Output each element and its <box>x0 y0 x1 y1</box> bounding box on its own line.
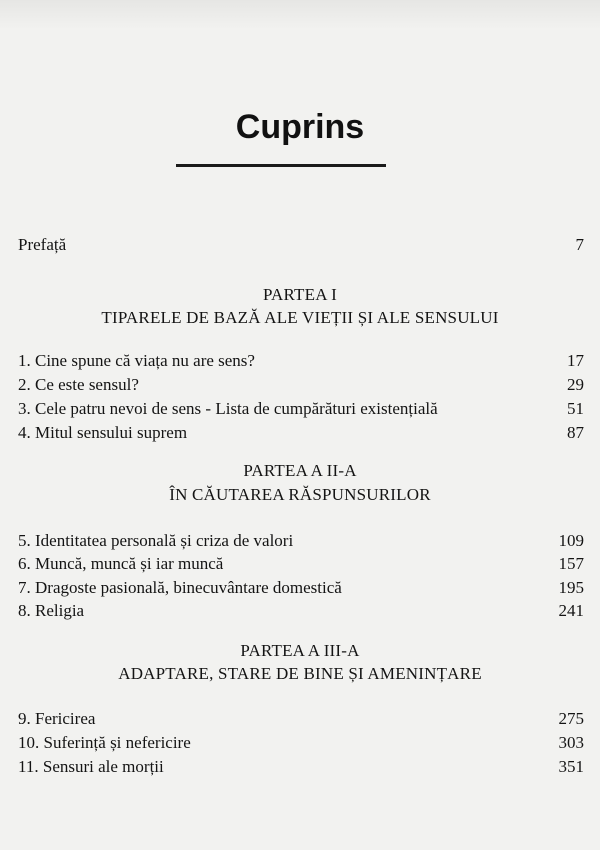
toc-entry-label: Prefață <box>18 235 67 254</box>
part-subtitle: ÎN CĂUTAREA RĂSPUNSURILOR <box>169 485 431 504</box>
toc-entry-page: 195 <box>558 578 584 597</box>
toc-entry-label: 6. Muncă, muncă și iar muncă <box>18 554 224 573</box>
toc-entry-page: 29 <box>567 375 584 394</box>
toc-entry-page: 17 <box>567 351 584 370</box>
toc-entry-label: 5. Identitatea personală și criza de valori <box>18 531 294 550</box>
toc-entry-label: 8. Religia <box>18 601 85 620</box>
part-heading: PARTEA A III-A <box>240 641 360 660</box>
toc-entry-label: 10. Suferință și nefericire <box>18 733 191 752</box>
toc-entry-page: 303 <box>558 733 584 752</box>
toc-entry-page: 7 <box>575 235 584 254</box>
toc-entry-label: 1. Cine spune că viața nu are sens? <box>18 351 255 370</box>
toc-entry-label: 11. Sensuri ale morții <box>18 757 164 776</box>
toc-entry-page: 275 <box>558 709 584 728</box>
toc-entry-page: 241 <box>558 601 584 620</box>
part-subtitle: ADAPTARE, STARE DE BINE ȘI AMENINȚARE <box>118 664 482 683</box>
part-subtitle: TIPARELE DE BAZĂ ALE VIEȚII ȘI ALE SENSULUI <box>101 308 499 327</box>
toc-entry-page: 87 <box>567 423 584 442</box>
toc-entry-page: 109 <box>558 531 584 550</box>
toc-entry-label: 9. Fericirea <box>18 709 96 728</box>
toc-entry-page: 157 <box>558 554 584 573</box>
toc-entry-page: 51 <box>567 399 584 418</box>
page-top-shadow <box>0 0 600 30</box>
toc-entry-label: 4. Mitul sensului suprem <box>18 423 188 442</box>
toc-entry-label: 7. Dragoste pasională, binecuvântare domestică <box>18 578 342 597</box>
page-title: Cuprins <box>235 108 365 146</box>
part-heading: PARTEA A II-A <box>243 461 357 480</box>
toc-entry-label: 2. Ce este sensul? <box>18 375 139 394</box>
part-heading: PARTEA I <box>262 285 338 304</box>
toc-entry-label: 3. Cele patru nevoi de sens - Lista de cumpărături existențială <box>18 399 438 418</box>
toc-entry-page: 351 <box>558 757 584 776</box>
title-underline <box>176 164 386 167</box>
